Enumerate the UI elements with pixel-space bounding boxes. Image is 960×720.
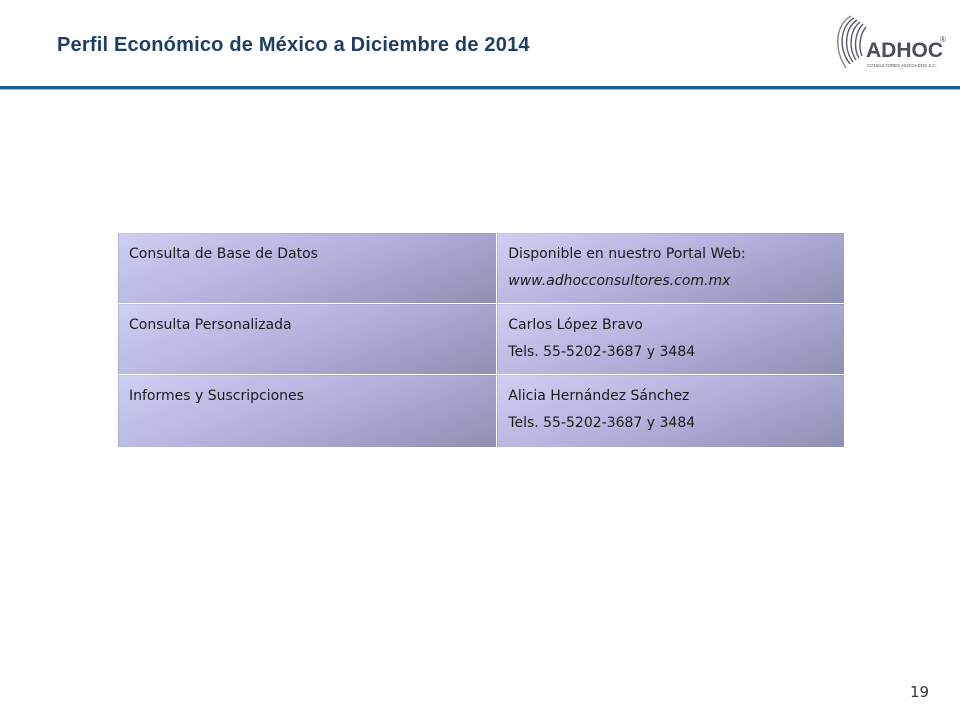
website-link[interactable]: www.adhocconsultores.com.mx — [508, 273, 731, 289]
table-row — [118, 304, 845, 375]
contact-phone: Tels. 55-5202-3687 y 3484 — [508, 344, 696, 360]
logo-wordmark: ADHOC — [866, 39, 943, 62]
table-cell-label: Consulta de Base de Datos — [118, 233, 497, 304]
page-number: 19 — [910, 683, 930, 701]
logo-tagline: CONSULTORES ASOCIADOS S.C. — [867, 63, 937, 68]
logo-registered-mark: ® — [940, 35, 946, 44]
contact-phone: Tels. 55-5202-3687 y 3484 — [508, 415, 696, 431]
contact-name: Carlos López Bravo — [508, 317, 643, 333]
table-cell-label: Informes y Suscripciones — [118, 375, 497, 448]
contact-table — [117, 232, 845, 448]
portal-text: Disponible en nuestro Portal Web: — [508, 246, 746, 262]
adhoc-logo — [832, 12, 948, 76]
table-row — [118, 233, 845, 304]
page-title: Perfil Económico de México a Diciembre de 2014 — [57, 34, 530, 56]
header-rule-light — [0, 89, 960, 90]
table-cell-value — [497, 233, 845, 304]
logo-swirl-icon — [838, 16, 866, 68]
table-cell-value — [497, 375, 845, 448]
table-cell-label: Consulta Personalizada — [118, 304, 497, 375]
table-row — [118, 375, 845, 448]
table-cell-value — [497, 304, 845, 375]
contact-name: Alicia Hernández Sánchez — [508, 388, 690, 404]
